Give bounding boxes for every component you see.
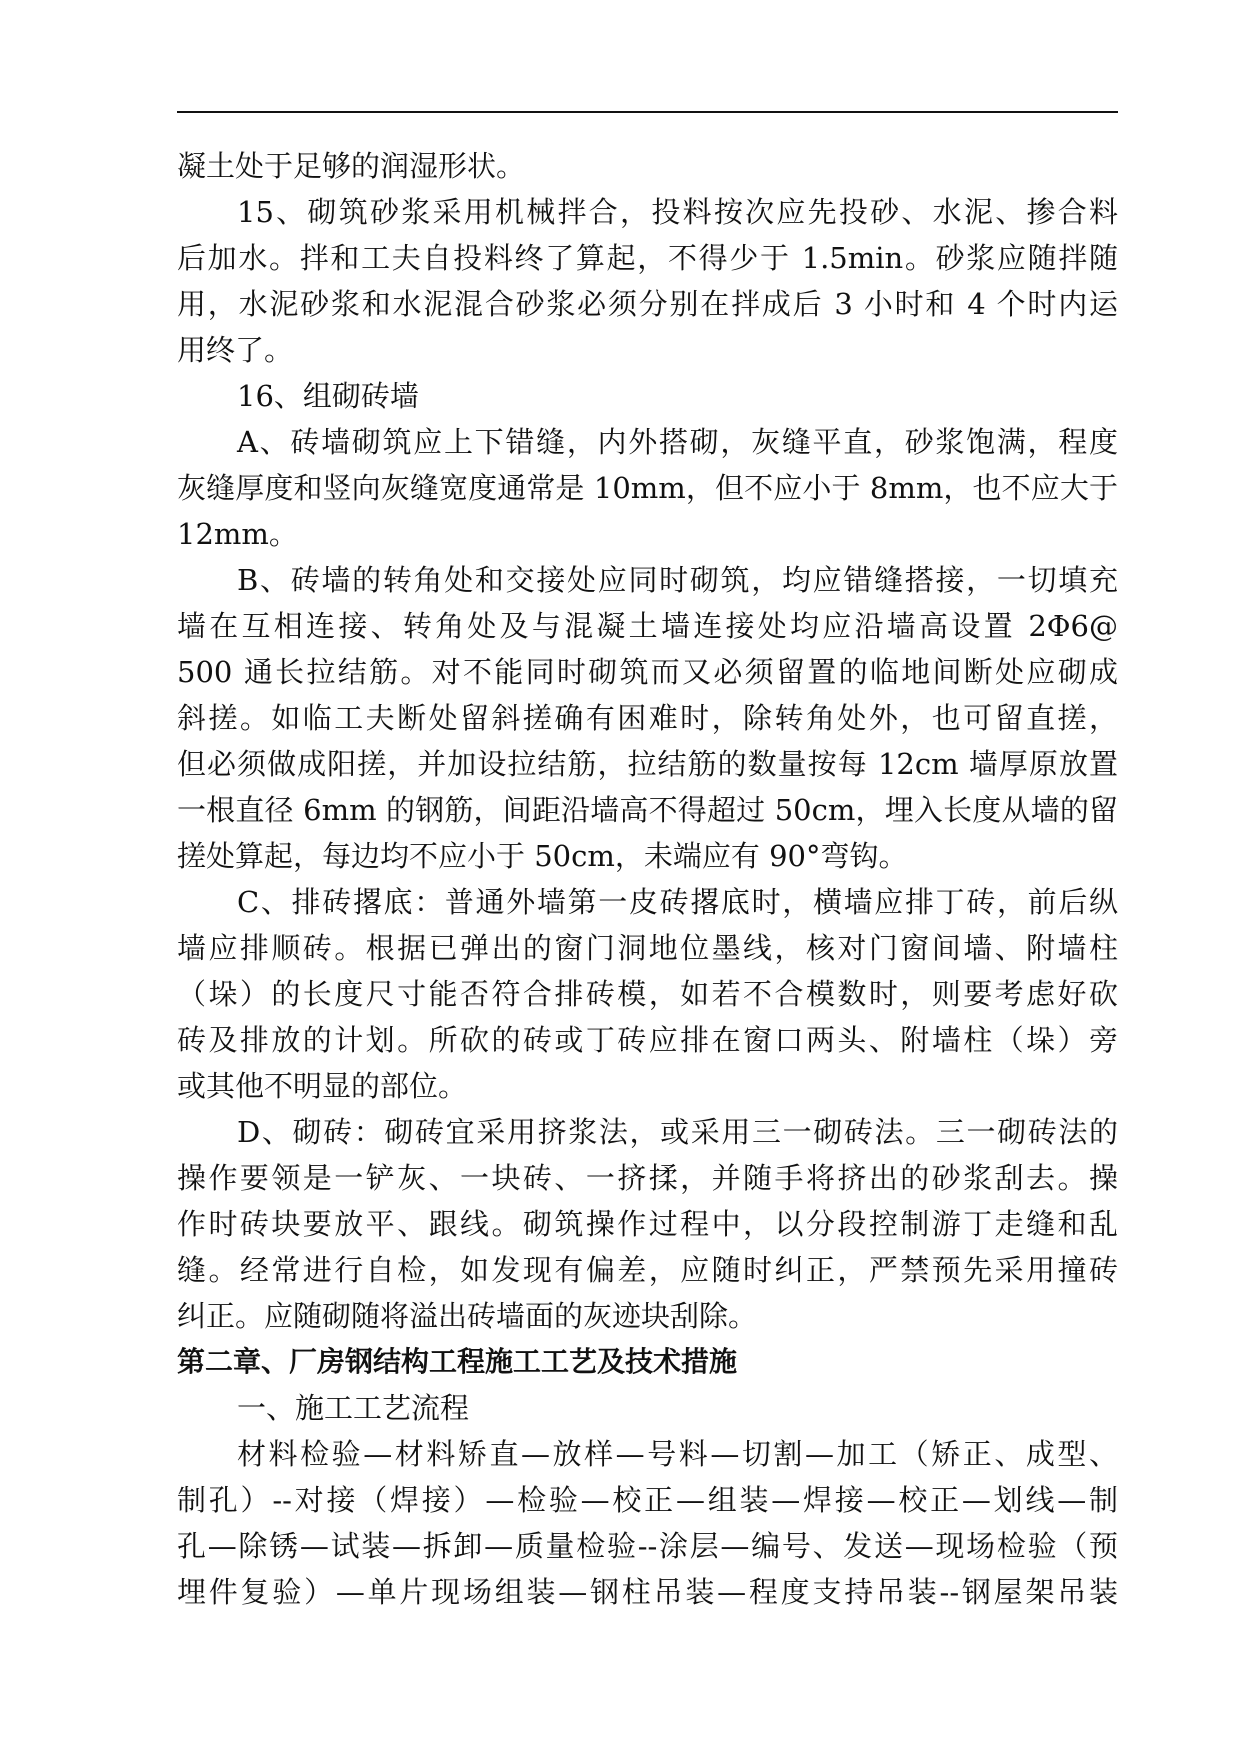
text-line: 斜搓。如临工夫断处留斜搓确有困难时，除转角处外，也可留直搓， [177, 701, 1118, 735]
text-line: 15、砌筑砂浆采用机械拌合，投料按次应先投砂、水泥、掺合料 [237, 195, 1118, 229]
header-rule [177, 111, 1118, 113]
text-line: 埋件复验）—单片现场组装—钢柱吊装—程度支持吊装--钢屋架吊装 [177, 1575, 1118, 1609]
text-line: 一根直径 6mm 的钢筋，间距沿墙高不得超过 50cm，埋入长度从墙的留 [177, 793, 1118, 827]
text-line: 孔—除锈—试装—拆卸—质量检验--涂层—编号、发送—现场检验（预 [177, 1529, 1118, 1563]
text-line: 制孔）--对接（焊接）—检验—校正—组装—焊接—校正—划线—制 [177, 1483, 1118, 1517]
text-line: 墙在互相连接、转角处及与混凝土墙连接处均应沿墙高设置 2Φ6@ [177, 609, 1118, 643]
text-line: 12mm。 [177, 517, 298, 551]
text-line: 一、施工工艺流程 [237, 1391, 470, 1425]
text-line: 纠正。应随砌随将溢出砖墙面的灰迹块刮除。 [177, 1299, 758, 1333]
text-line: 或其他不明显的部位。 [177, 1069, 468, 1103]
text-line: 用，水泥砂浆和水泥混合砂浆必须分别在拌成后 3 小时和 4 个时内运 [177, 287, 1118, 321]
text-line: D、砌砖：砌砖宜采用挤浆法，或采用三一砌砖法。三一砌砖法的 [237, 1115, 1118, 1149]
text-line: 缝。经常进行自检，如发现有偏差，应随时纠正，严禁预先采用撞砖 [177, 1253, 1118, 1287]
text-line: 灰缝厚度和竖向灰缝宽度通常是 10mm，但不应小于 8mm，也不应大于 [177, 471, 1118, 505]
text-line: C、排砖撂底：普通外墙第一皮砖撂底时，横墙应排丁砖，前后纵 [237, 885, 1118, 919]
chapter-heading: 第二章、厂房钢结构工程施工工艺及技术措施 [177, 1345, 738, 1378]
text-line: 砖及排放的计划。所砍的砖或丁砖应排在窗口两头、附墙柱（垛）旁 [177, 1023, 1118, 1057]
text-line: 作时砖块要放平、跟线。砌筑操作过程中，以分段控制游丁走缝和乱 [177, 1207, 1118, 1241]
text-line: 搓处算起，每边均不应小于 50cm，未端应有 90°弯钩。 [177, 839, 908, 873]
text-line: 但必须做成阳搓，并加设拉结筋，拉结筋的数量按每 12cm 墙厚原放置 [177, 747, 1118, 781]
text-line: 操作要领是一铲灰、一块砖、一挤揉，并随手将挤出的砂浆刮去。操 [177, 1161, 1118, 1195]
text-line: A、砖墙砌筑应上下错缝，内外搭砌，灰缝平直，砂浆饱满，程度 [237, 425, 1118, 459]
text-line: 用终了。 [177, 333, 294, 367]
text-line: 材料检验—材料矫直—放样—号料—切割—加工（矫正、成型、 [237, 1437, 1118, 1471]
text-line: （垛）的长度尺寸能否符合排砖模，如若不合模数时，则要考虑好砍 [177, 977, 1118, 1011]
text-line: 墙应排顺砖。根据已弹出的窗门洞地位墨线，核对门窗间墙、附墙柱 [177, 931, 1118, 965]
document-body [177, 143, 1118, 1615]
text-line: 16、组砌砖墙 [237, 379, 419, 413]
text-line: 后加水。拌和工夫自投料终了算起，不得少于 1.5min。砂浆应随拌随 [177, 241, 1118, 275]
text-line: B、砖墙的转角处和交接处应同时砌筑，均应错缝搭接，一切填充 [237, 563, 1118, 597]
text-line: 凝土处于足够的润湿形状。 [177, 149, 526, 183]
text-line: 500 通长拉结筋。对不能同时砌筑而又必须留置的临地间断处应砌成 [177, 655, 1118, 689]
